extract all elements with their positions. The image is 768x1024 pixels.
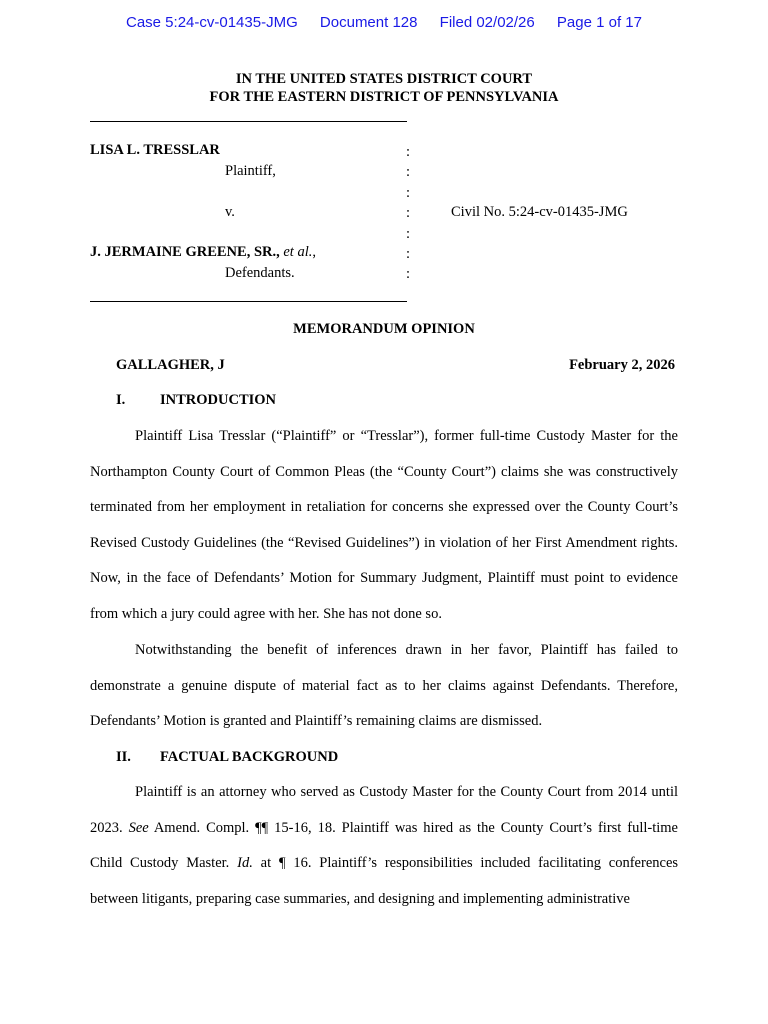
civil-number: Civil No. 5:24-cv-01435-JMG <box>451 204 628 220</box>
colon: : <box>406 225 411 242</box>
filed-date: Filed 02/02/26 <box>439 14 535 31</box>
colon: : <box>406 266 411 283</box>
defendant-line <box>90 244 316 261</box>
caption-rule-bottom <box>90 301 407 302</box>
versus: v. <box>225 204 235 220</box>
text-run: Amend. Compl. ¶¶ 15-16, 18. Plaintiff was hired as the County Court’s first full-time Child Custody Master. <box>90 819 678 872</box>
opinion-date: February 2, 2026 <box>569 357 675 373</box>
court-line-2: FOR THE EASTERN DISTRICT OF PENNSYLVANIA <box>209 89 559 105</box>
document-header <box>0 14 768 31</box>
colon: : <box>406 246 411 263</box>
citation-signal: See <box>128 819 149 836</box>
colon: : <box>406 184 411 201</box>
colon: : <box>406 205 411 222</box>
defendant-name: J. JERMAINE GREENE, SR., <box>90 244 280 260</box>
document-title: MEMORANDUM OPINION <box>293 321 475 337</box>
defendant-etal: et al. <box>283 244 313 260</box>
text-run: at ¶ 16. Plaintiff’s responsibilities included facilitating conferences between litigants, preparing case summaries, and designing and implementing administrative <box>90 855 679 907</box>
plaintiff-name: LISA L. TRESSLAR <box>90 142 220 158</box>
court-heading <box>0 70 768 106</box>
section-number: I. <box>116 392 126 408</box>
judge-name: GALLAGHER, J <box>116 357 225 373</box>
colon: : <box>406 144 411 160</box>
paragraph-conclusion-summary: Notwithstanding the benefit of inferences drawn in her favor, Plaintiff has failed to demonstrate a genuine dispute of material fact as to her claims against Defendants. Therefore, Defendants’ Motion is granted and Plaintiff’s remaining claims are dismissed. <box>90 642 678 730</box>
document-number: Document 128 <box>319 14 418 31</box>
caption-colons <box>406 142 410 285</box>
court-line-1: IN THE UNITED STATES DISTRICT COURT <box>235 71 533 87</box>
citation-signal: Id. <box>237 855 253 872</box>
defendant-comma: , <box>312 244 316 260</box>
section-title: INTRODUCTION <box>160 392 277 408</box>
text-run: Plaintiff is an attorney who served as Custody Master for the County Court from 2014 until 2023. <box>90 784 678 836</box>
defendant-role: Defendants. <box>225 265 295 281</box>
case-number: Case 5:24-cv-01435-JMG <box>126 14 298 31</box>
page-number: Page 1 of 17 <box>556 14 642 31</box>
section-number: II. <box>116 749 131 765</box>
plaintiff-role: Plaintiff, <box>225 163 276 179</box>
section-heading-factual-background <box>116 749 338 766</box>
section-heading-introduction <box>116 392 276 409</box>
colon: : <box>406 164 411 181</box>
section-title: FACTUAL BACKGROUND <box>160 749 339 765</box>
paragraph-factual-background <box>90 775 678 917</box>
caption-rule-top <box>90 121 407 122</box>
paragraph-introduction: Plaintiff Lisa Tresslar (“Plaintiff” or “Tresslar”), former full-time Custody Master for the Northampton County Court of Common Pleas (the “County Court”) claims she was constructively terminated from her employment in retaliation for concerns she expressed over the County Court’s Revised Custody Guidelines (the “Revised Guidelines”) in violation of her First Amendment rights. Now, in the face of Defendants’ Motion for Summary Judgment, Plaintiff must point to evidence from which a jury could agree with her. She has not done so. <box>90 428 678 622</box>
